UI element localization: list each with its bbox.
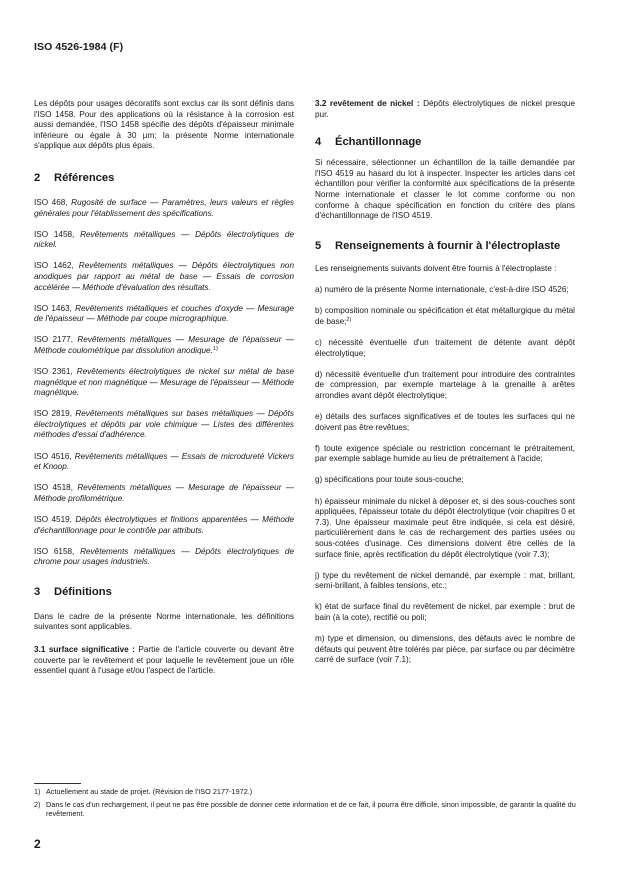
reference-title: Revêtements métalliques — Mesurage de l'épaisseur — Méthode profilométrique.: [34, 483, 294, 503]
reference-code: ISO 2177,: [34, 335, 73, 345]
reference-title: Rugosité de surface — Paramètres, leurs valeurs et règles générales pour l'établissement des spécifications.: [34, 197, 294, 218]
footnote: [34, 800, 586, 819]
reference-item: [34, 367, 294, 399]
footnote-number: 2): [34, 799, 41, 809]
reference-title: Revêtements métalliques — Essais de microdureté Vickers et Knoop.: [34, 451, 295, 472]
reference-item: [34, 515, 294, 536]
footnote-text: Dans le cas d'un rechargement, il peut ne pas être possible de donner cette information et de ce fait, il pourra être difficile, sinon impossible, de garantir la qualité du revêtement.: [46, 799, 576, 819]
section-title: Renseignements à fournir à l'électroplaste: [335, 239, 561, 252]
info-item: [315, 444, 575, 465]
footnote: [34, 787, 586, 797]
definition-3-1: [34, 645, 294, 677]
reference-item: [34, 483, 294, 504]
references-list: [34, 198, 294, 568]
info-item: [315, 497, 575, 561]
reference-code: ISO 6158,: [34, 546, 75, 556]
info-item-text: f) toute exigence spéciale ou restriction concernant le prétraitement, par exemple sablage humide au lieu de prétraitement à l'acide;: [315, 443, 575, 464]
reference-item: [34, 547, 294, 568]
footnote-text: Actuellement au stade de projet. (Révision de l'ISO 2177-1972.): [46, 787, 253, 796]
reference-title: Dépôts électrolytiques et finitions apparentées — Méthode d'échantillonnage pour le contrôle par attributs.: [34, 514, 294, 535]
info-item: [315, 285, 575, 296]
footnotes: [34, 783, 586, 822]
reference-title: Revêtements métalliques — Dépôts électrolytiques non anodiques par rapport au métal de base — Essais de corrosion accélérée — Méthode d'évaluation des résultats.: [34, 261, 294, 292]
info-items-list: [315, 285, 575, 665]
info-item: [315, 306, 575, 327]
section-4-heading: [315, 136, 575, 148]
info-intro: Les renseignements suivants doivent être fournis à l'électroplaste :: [315, 263, 557, 273]
reference-item: [34, 409, 294, 441]
reference-code: ISO 2819,: [34, 409, 72, 419]
section-title: Références: [54, 171, 115, 184]
reference-title: Revêtements électrolytiques de nickel sur métal de base magnétique et non magnétique — Mesurage de l'épaisseur — Méthode magnétique.: [34, 367, 294, 398]
info-item-text: e) détails des surfaces significatives et de toutes les surfaces qui ne doivent pas être revêtues;: [315, 412, 575, 432]
definition-term: 3.2 revêtement de nickel :: [315, 99, 420, 108]
footnote-rule: [34, 783, 81, 784]
section-3-heading: [34, 586, 294, 598]
reference-item: [34, 261, 294, 293]
section-2-heading: [34, 172, 294, 184]
definition-text: Partie de l'article couverte ou devant être couverte par le revêtement et pour laquelle le revêtement joue un rôle essentiel quant à l'usage et/ou l'aspect de l'article.: [34, 645, 294, 676]
reference-code: ISO 1462,: [34, 261, 74, 271]
reference-code: ISO 4518,: [34, 483, 73, 493]
sampling-paragraph: Si nécessaire, sélectionner un échantillon de la taille demandée par l'ISO 4519 au hasard du lot à inspecter. Inspecter les articles dans cet échantillon pour vérifier la conformité aux spécifications de la présente Norme internationale et classer le lot comme conforme ou non conforme à chaque spécification en fonction du critère des plans d'échantillonnage de l'ISO 4519.: [315, 158, 575, 221]
info-item-text: c) nécessité éventuelle d'un traitement de détente avant dépôt électrolytique;: [315, 338, 575, 358]
reference-title: Revêtements métalliques — Dépôts électrolytiques de nickel.: [34, 229, 294, 250]
reference-title: Revêtements métalliques sur bases métalliques — Dépôts électrolytiques et dépôts par voie chimique — Listes des différentes méthodes d'essai d'adhérence.: [34, 409, 294, 440]
reference-title: Revêtements métalliques — Mesurage de l'épaisseur — Méthode coulométrique par dissolution anodique.: [34, 335, 294, 355]
reference-code: ISO 1463,: [34, 303, 72, 313]
info-item-text: m) type et dimension, ou dimensions, des défauts avec le nombre de défauts qui peuvent être tolérés par pièce, par surface ou par décimètre carré de surface (voir 7.1);: [315, 634, 575, 665]
info-item-text: h) épaisseur minimale du nickel à déposer et, si des sous-couches sont appliquées, l'épaisseur totale du dépôt électrolytique (voir chapitres 0 et 7.3). Une épaisseur maximale peut être indiquée, si cela est désiré, particulièrement dans le cas de rechargement des parties usées ou sous-cotées d'usinage. Ces dimensions doivent être celles de la surface finie, après rectification du dépôt électrolytique (voir 7.3);: [315, 496, 575, 559]
info-item: [315, 634, 575, 666]
reference-code: ISO 4516,: [34, 451, 72, 461]
definition-3-2: [315, 99, 575, 120]
reference-item: [34, 452, 294, 473]
reference-title: Revêtements métalliques — Dépôts électrolytiques de chrome pour usages industriels.: [34, 546, 294, 567]
definition-term: 3.1 surface significative :: [34, 645, 135, 654]
intro-paragraph: Les dépôts pour usages décoratifs sont exclus car ils sont définis dans l'ISO 1458. Pour des applications où la résistance à la corrosion est aussi demandée, l'ISO 1458 spécifie des dépôts d'épaisseur minimale inférieure ou égale à 30 µm; la présente Norme internationale s'applique aux dépôts plus épais.: [34, 99, 294, 151]
footnote-marker: 2): [346, 317, 352, 324]
reference-item: [34, 198, 294, 219]
reference-code: ISO 2361,: [34, 367, 73, 376]
info-item: [315, 475, 575, 486]
section-number: 3: [34, 585, 41, 598]
info-item: [315, 412, 575, 433]
definitions-intro: Dans le cadre de la présente Norme internationale, les définitions suivantes sont applicables.: [34, 611, 294, 632]
section-number: 2: [34, 171, 41, 184]
section-5-heading: [315, 240, 575, 252]
document-header: ISO 4526-1984 (F): [34, 41, 124, 53]
reference-item: [34, 230, 294, 251]
info-item-text: g) spécifications pour toute sous-couche;: [315, 475, 464, 485]
info-item-text: a) numéro de la présente Norme internationale, c'est-à-dire ISO 4526;: [315, 285, 569, 295]
section-number: 5: [315, 239, 322, 252]
reference-item: [34, 335, 294, 356]
reference-title: Revêtements métalliques et couches d'oxyde — Mesurage de l'épaisseur — Méthode par coupe micrographique.: [34, 303, 294, 324]
section-title: Échantillonnage: [335, 136, 422, 149]
info-item-text: j) type du revêtement de nickel demandé, par exemple : mat, brillant, semi-brillant, à faibles tensions, etc.;: [315, 570, 575, 591]
info-item: [315, 370, 575, 402]
info-item-text: b) composition nominale ou spécification et état métallurgique du métal de base;: [315, 306, 575, 327]
reference-code: ISO 1458,: [34, 229, 75, 239]
left-column: [34, 99, 294, 687]
reference-code: ISO 468,: [34, 197, 68, 207]
info-item: [315, 602, 575, 623]
reference-code: ISO 4519,: [34, 514, 72, 524]
page-number: 2: [34, 837, 41, 851]
section-title: Définitions: [54, 585, 112, 598]
footnote-marker: 1): [212, 345, 218, 352]
reference-item: [34, 304, 294, 325]
right-column: [315, 99, 575, 676]
info-item-text: d) nécessité éventuelle d'un traitement pour introduire des contraintes de compression, par exemple martelage à la grenaille à arêtes arrondies avant dépôt électrolytique;: [315, 369, 575, 400]
footnote-number: 1): [34, 787, 41, 796]
info-item: [315, 338, 575, 359]
section-number: 4: [315, 136, 322, 149]
definition-text: Dépôts électrolytiques de nickel presque pur.: [315, 99, 575, 119]
info-item-text: k) état de surface final du revêtement de nickel, par exemple : brut de bain (à la cote), rectifié ou poli;: [315, 602, 575, 622]
info-item: [315, 571, 575, 592]
